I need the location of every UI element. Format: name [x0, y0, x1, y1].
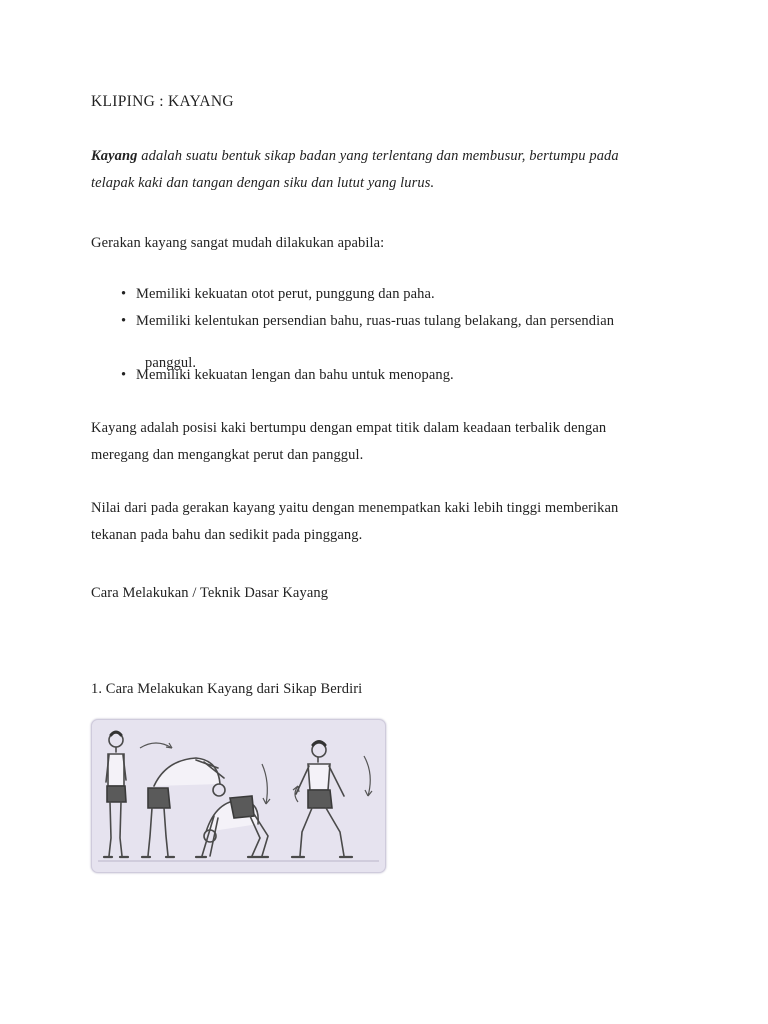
intro-line-1: [91, 147, 619, 165]
subsection-heading: 1. Cara Melakukan Kayang dari Sikap Berdiri: [91, 681, 363, 697]
list-item-text: Memiliki kekuatan lengan dan bahu untuk menopang.: [136, 367, 454, 383]
kayang-figures-icon: [92, 720, 385, 872]
bullet-icon: •: [121, 286, 127, 302]
list-item-text: Memiliki kelentukan persendian bahu, ruas-ruas tulang belakang, dan persendian: [136, 313, 615, 329]
kayang-steps-illustration: [91, 719, 386, 873]
list-item-text: Memiliki kekuatan otot perut, punggung dan paha.: [136, 286, 435, 302]
paragraph-2-line-1: Nilai dari pada gerakan kayang yaitu dengan menempatkan kaki lebih tinggi memberikan: [91, 500, 619, 516]
figure-bridge: [196, 796, 268, 857]
page-title: KLIPING : KAYANG: [91, 93, 234, 110]
list-item-continuation: panggul.: [145, 354, 197, 371]
intro-bold-term: Kayang: [91, 148, 138, 164]
paragraph-1-line-2: meregang dan mengangkat perut dan panggul.: [91, 447, 364, 463]
paragraph-1-line-1: Kayang adalah posisi kaki bertumpu dengan empat titik dalam keadaan terbalik dengan: [91, 420, 607, 436]
paragraph-2-line-2: tekanan pada bahu dan sedikit pada pinggang.: [91, 527, 363, 543]
section-heading: Cara Melakukan / Teknik Dasar Kayang: [91, 585, 329, 601]
figure-rising: [292, 742, 352, 858]
condition-heading: Gerakan kayang sangat mudah dilakukan apabila:: [91, 235, 385, 251]
intro-line-1-text: adalah suatu bentuk sikap badan yang terlentang dan membusur, bertumpu pada: [137, 148, 619, 164]
bullet-icon: •: [121, 367, 127, 383]
intro-line-2: telapak kaki dan tangan dengan siku dan lutut yang lurus.: [91, 175, 435, 191]
figure-standing: [104, 732, 128, 857]
bullet-icon: •: [121, 313, 127, 329]
